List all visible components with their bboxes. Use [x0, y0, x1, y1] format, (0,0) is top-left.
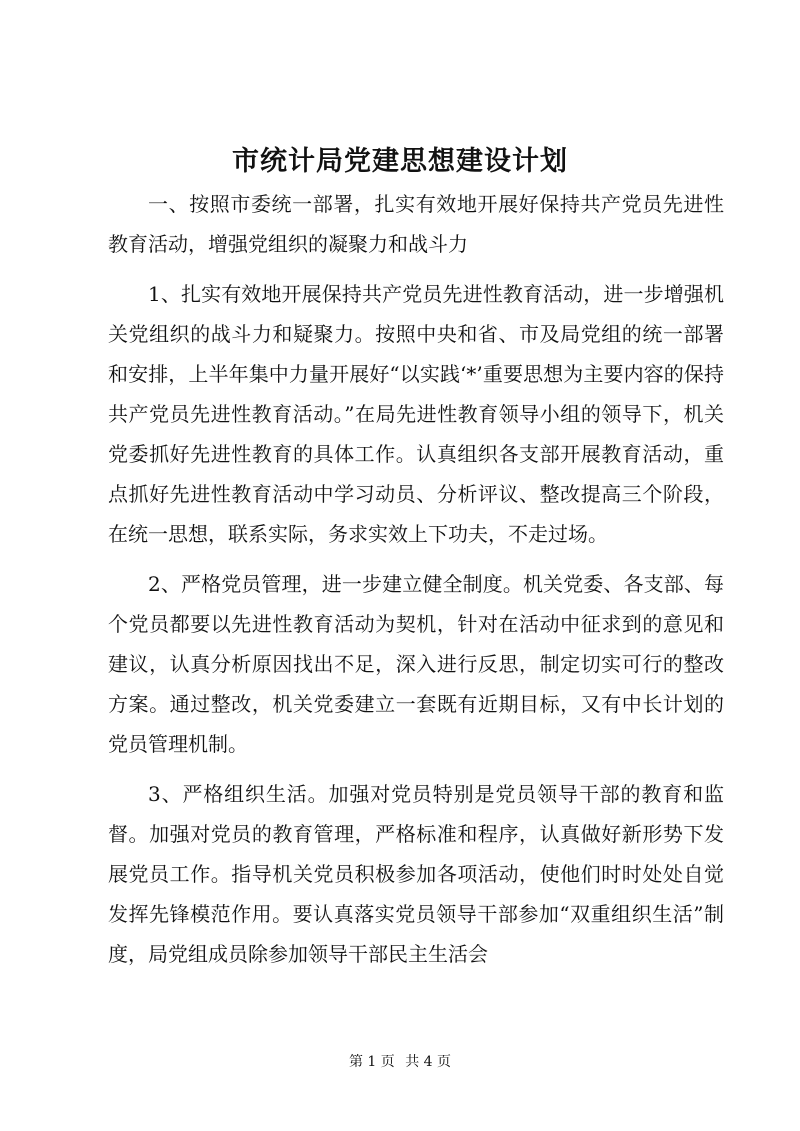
- paragraph-item-3: 3、严格组织生活。加强对党员特别是党员领导干部的教育和监督。加强对党员的教育管理，严格标准和程序，认真做好新形势下发展党员工作。指导机关党员积极参加各项活动，使他们时时处处自觉发挥先锋模范作用。要认真落实党员领导干部参加“双重组织生活”制度，局党组成员除参加领导干部民主生活会: [108, 782, 724, 966]
- current-page-number: 第 1 页: [348, 1054, 395, 1070]
- document-body: [108, 184, 724, 984]
- paragraph-item-1: 1、扎实有效地开展保持共产党员先进性教育活动，进一步增强机关党组织的战斗力和疑聚力。按照中央和省、市及局党组的统一部署和安排，上半年集中力量开展好“以实践‘*’重要思想为主要内容的保持共产党员先进性教育活动。”在局先进性教育领导小组的领导下，机关党委抓好先进性教育的具体工作。认真组织各支部开展教育活动，重点抓好先进性教育活动中学习动员、分析评议、整改提高三个阶段，在统一思想，联系实际，务求实效上下功夫，不走过场。: [108, 282, 724, 546]
- document-title: 市统计局党建思想建设计划: [232, 146, 568, 177]
- paragraph-item-2: 2、严格党员管理，进一步建立健全制度。机关党委、各支部、每个党员都要以先进性教育活动为契机，针对在活动中征求到的意见和建议，认真分析原因找出不足，深入进行反思，制定切实可行的整改方案。通过整改，机关党委建立一套既有近期目标，又有中长计划的党员管理机制。: [108, 572, 724, 756]
- paragraph-section-one: 一、按照市委统一部署，扎实有效地开展好保持共产党员先进性教育活动，增强党组织的凝聚力和战斗力: [108, 192, 724, 256]
- page-footer: [0, 1052, 800, 1072]
- total-page-count: 共 4 页: [405, 1054, 452, 1070]
